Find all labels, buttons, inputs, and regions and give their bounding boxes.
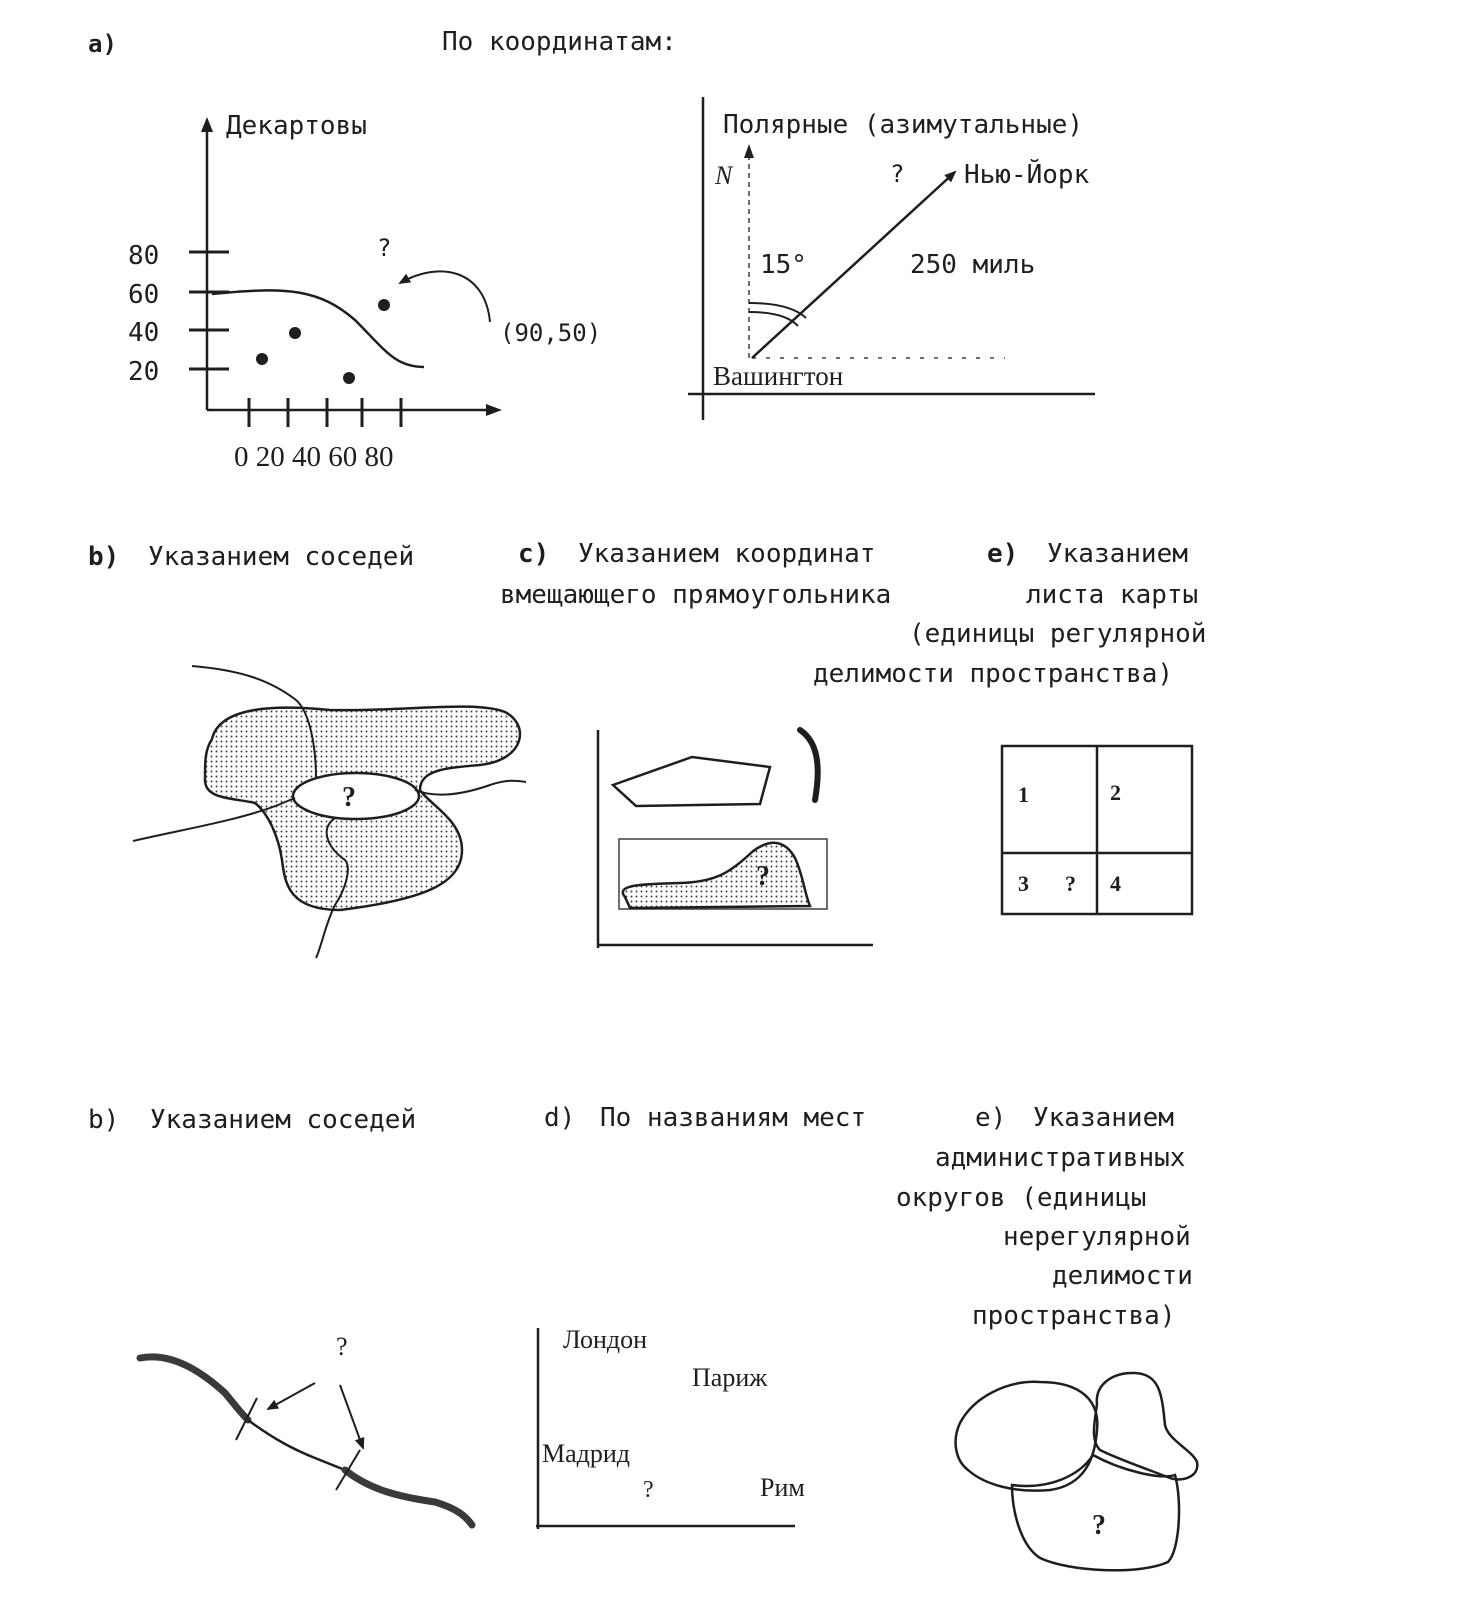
- river-crossings: [140, 1332, 472, 1525]
- place-madrid: Мадрид: [542, 1439, 631, 1468]
- district-question-mark: ?: [1092, 1510, 1106, 1541]
- row3-e-text3: округов (единицы: [896, 1183, 1147, 1213]
- row3-e-text5: делимости: [1052, 1261, 1193, 1291]
- cartesian-pointer-arrow: [400, 271, 490, 322]
- row2-c-label: c): [518, 539, 550, 569]
- cartesian-boundary-curve: [212, 290, 424, 367]
- pointer-arrow: [340, 1385, 363, 1448]
- river-thin-segment: [248, 1420, 345, 1470]
- row-2: [88, 539, 1206, 958]
- grid-question-mark: ?: [1065, 871, 1076, 896]
- cartesian-target-point: [378, 299, 390, 311]
- row3-e-text6: пространства): [972, 1301, 1176, 1331]
- y-tick-label-80: 80: [128, 241, 160, 271]
- grid-cell-2: 2: [1110, 780, 1121, 805]
- x-tick-labels: 0 20 40 60 80: [234, 441, 394, 473]
- row3-e-text4: нерегулярной: [1003, 1222, 1191, 1252]
- row2-e-text: Указанием: [1047, 539, 1188, 569]
- rect-question-mark: ?: [756, 861, 770, 892]
- cartesian-point: [343, 372, 355, 384]
- origin-label: Вашингтон: [713, 361, 844, 391]
- cartesian-x-arrow: [486, 404, 502, 416]
- polygon-shape: [613, 757, 770, 806]
- river-thick-segment: [140, 1357, 248, 1420]
- row3-e-text: Указанием: [1033, 1103, 1174, 1133]
- administrative-districts: [956, 1373, 1198, 1570]
- river-thick-segment: [345, 1470, 472, 1525]
- row-3: [88, 1103, 1197, 1570]
- crossing-mark: [236, 1398, 257, 1440]
- target-region: [293, 773, 419, 819]
- cartesian-y-arrow: [201, 117, 213, 132]
- bounding-rectangle-diagram: [598, 730, 873, 948]
- north-arrow: [744, 144, 754, 158]
- grid-cell-1: 1: [1018, 782, 1029, 807]
- row2-c-text: Указанием координат: [578, 539, 876, 569]
- place-names-map: [536, 1325, 805, 1529]
- places-question-mark: ?: [643, 1477, 654, 1503]
- map-sheet-grid: [1002, 746, 1192, 914]
- row2-c-text2: вмещающего прямоугольника: [500, 580, 892, 610]
- distance-label: 250 миль: [910, 250, 1036, 280]
- target-region-question-mark: ?: [342, 782, 356, 813]
- polar-title: Полярные (азимутальные): [723, 110, 1084, 140]
- row3-b-text: Указанием соседей: [150, 1105, 417, 1135]
- section-a: [88, 27, 1095, 473]
- row2-e-text3: (единицы регулярной: [909, 619, 1207, 649]
- row2-b-text: Указанием соседей: [148, 542, 415, 572]
- section-a-label: a): [88, 30, 117, 58]
- border-line: [415, 781, 526, 795]
- place-paris: Париж: [692, 1363, 768, 1392]
- object-in-rectangle: [623, 843, 810, 908]
- y-tick-label-20: 20: [128, 357, 160, 387]
- grid-cell-4: 4: [1110, 871, 1121, 896]
- cartesian-point: [256, 353, 268, 365]
- angle-label: 15°: [760, 250, 807, 280]
- row3-e-label: e): [975, 1103, 1007, 1133]
- row3-b-label: b): [88, 1105, 120, 1135]
- row3-e-text2: административных: [935, 1143, 1186, 1173]
- cartesian-point-label: (90,50): [500, 319, 602, 347]
- grid-cell-3: 3: [1018, 871, 1029, 896]
- y-tick-label-60: 60: [128, 280, 160, 310]
- row2-e-text4: делимости пространства): [813, 659, 1174, 689]
- river-question-mark: ?: [336, 1332, 348, 1361]
- neighbours-map: [133, 666, 526, 958]
- row3-d-text: По названиям мест: [600, 1103, 867, 1133]
- destination-label: Нью-Йорк: [964, 160, 1090, 190]
- line-feature: [800, 730, 818, 800]
- cartesian-title: Декартовы: [226, 111, 367, 141]
- row2-b-label: b): [88, 542, 120, 572]
- place-rome: Рим: [760, 1473, 805, 1502]
- section-a-title: По координатам:: [442, 27, 677, 57]
- polar-diagram: [688, 97, 1095, 420]
- polar-question-mark: ?: [890, 160, 905, 188]
- place-london: Лондон: [563, 1325, 648, 1354]
- cartesian-question-mark: ?: [377, 234, 392, 262]
- y-tick-label-40: 40: [128, 318, 160, 348]
- north-label: N: [715, 161, 733, 190]
- row3-d-label: d): [544, 1103, 576, 1133]
- row2-e-label: e): [987, 539, 1019, 569]
- cartesian-point: [289, 327, 301, 339]
- district-region: [956, 1382, 1098, 1491]
- cartesian-diagram: [128, 111, 601, 473]
- pointer-arrow: [268, 1383, 315, 1409]
- crossing-mark: [336, 1450, 360, 1490]
- row2-e-text2: листа карты: [1026, 580, 1199, 610]
